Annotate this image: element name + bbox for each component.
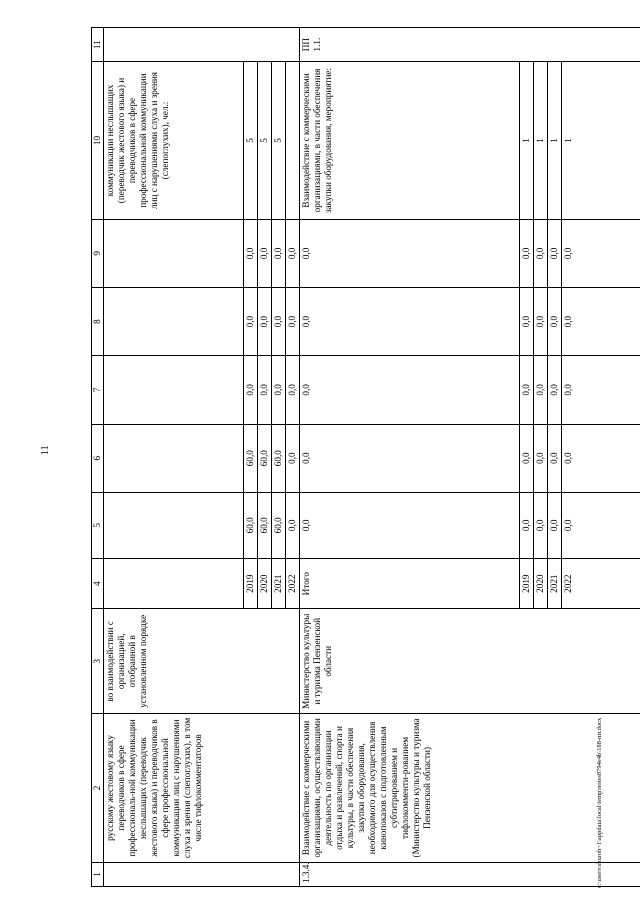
- header-cell: 9: [92, 219, 104, 287]
- page-number: 11: [40, 445, 51, 455]
- value-cell: 60,0: [258, 424, 272, 492]
- value-cell: 0,0: [534, 424, 548, 492]
- value-cell: 60,0: [272, 424, 286, 492]
- header-cell: 3: [92, 609, 104, 714]
- value-cell: 0,0: [286, 287, 300, 355]
- value-cell: 0,0: [534, 356, 548, 424]
- header-cell: 5: [92, 492, 104, 558]
- value-cell: 0,0: [258, 287, 272, 355]
- indicator-cell: Взаимодействие с коммерческими организациями, в части обеспечения закупки оборудования, мероприятие:: [300, 62, 520, 219]
- value-cell: 0,0: [548, 219, 562, 287]
- indicator-value-cell: [286, 62, 300, 219]
- header-cell: 7: [92, 356, 104, 424]
- value-cell: 0,0: [562, 356, 640, 424]
- indicator-cell: коммуникации неслышащих (переводчик жестового языка) и переводчиков в сфере профессиональной коммуникации лиц с нарушениями слуха и зрения (слепоглухих), чел.:: [104, 62, 244, 219]
- value-cell: 0,0: [520, 424, 534, 492]
- year-cell: 2021: [272, 558, 286, 609]
- link-cell: ПП 1.1.: [300, 28, 640, 62]
- value-cell: 0,0: [272, 219, 286, 287]
- value-cell: 0,0: [520, 287, 534, 355]
- table-row: [300, 28, 520, 887]
- header-cell: 8: [92, 287, 104, 355]
- year-cell: 2019: [520, 558, 534, 609]
- value-cell: 0,0: [244, 219, 258, 287]
- link-cell: [104, 28, 300, 62]
- value-cell: 0,0: [244, 356, 258, 424]
- value-cell: 0,0: [300, 424, 520, 492]
- value-cell: 0,0: [548, 356, 562, 424]
- header-cell: 11: [92, 28, 104, 62]
- executor-cell: во взаимодействии с организацией, отобранной в установленном порядке: [104, 609, 300, 714]
- value-cell: 60,0: [244, 424, 258, 492]
- year-cell: 2020: [534, 558, 548, 609]
- value-cell: [104, 492, 244, 558]
- year-cell: 2019: [244, 558, 258, 609]
- value-cell: 0,0: [534, 492, 548, 558]
- value-cell: 0,0: [562, 424, 640, 492]
- value-cell: 0,0: [272, 356, 286, 424]
- value-cell: [104, 219, 244, 287]
- header-cell: 2: [92, 714, 104, 863]
- measure-cell: русскому жестовому языку переводчиков в сфере профессиональ-ной коммуникации неслышащих (переводчик жестового языка) и переводчиков в сфере профессиональной коммуникации лиц с нарушениями слуха и зрения (слепоглухих), в том числе тифлокомментаторов: [104, 714, 300, 863]
- value-cell: 0,0: [300, 287, 520, 355]
- value-cell: 0,0: [286, 356, 300, 424]
- indicator-value-cell: 1: [520, 62, 534, 219]
- value-cell: 0,0: [258, 356, 272, 424]
- value-cell: 60,0: [272, 492, 286, 558]
- row-number-cell: 1.3.4.: [300, 862, 640, 886]
- value-cell: 0,0: [562, 492, 640, 558]
- table-row: [104, 28, 244, 887]
- footer-file-path: c:\users\shuroh~1\appdata\local\temp\notes8794e4b\188-пп.docx: [596, 717, 603, 888]
- indicator-value-cell: 5: [244, 62, 258, 219]
- header-row: [92, 28, 104, 887]
- value-cell: 0,0: [300, 492, 520, 558]
- value-cell: 0,0: [562, 219, 640, 287]
- year-cell: 2022: [286, 558, 300, 609]
- indicator-value-cell: 1: [534, 62, 548, 219]
- executor-cell: Министерство культуры и туризма Пензенской области: [300, 609, 640, 714]
- header-cell: 10: [92, 62, 104, 219]
- row-number-cell: [104, 862, 300, 886]
- value-cell: 0,0: [300, 219, 520, 287]
- year-cell: 2021: [548, 558, 562, 609]
- value-cell: 0,0: [562, 287, 640, 355]
- indicator-value-cell: 5: [258, 62, 272, 219]
- value-cell: 0,0: [548, 492, 562, 558]
- indicator-value-cell: 5: [272, 62, 286, 219]
- rotated-table-area: [91, 27, 615, 887]
- measure-cell: Взаимодействие с коммерческими организациями, осуществляющими деятельность по организации отдыха и развлечений, спорта и культуры, в части обеспечения закупки оборудования, необходимого для осуществления кинопоказов с подготовленным субтитрированием и тифлокомменти-рованием (Министерство культуры и туризма Пензенской области): [300, 714, 640, 863]
- program-table: [91, 27, 640, 887]
- value-cell: 0,0: [300, 356, 520, 424]
- value-cell: 0,0: [258, 219, 272, 287]
- value-cell: 0,0: [520, 219, 534, 287]
- header-cell: 6: [92, 424, 104, 492]
- value-cell: 60,0: [244, 492, 258, 558]
- value-cell: 0,0: [520, 492, 534, 558]
- value-cell: 0,0: [520, 356, 534, 424]
- header-cell: 1: [92, 862, 104, 886]
- year-cell: [104, 558, 244, 609]
- value-cell: 0,0: [286, 424, 300, 492]
- value-cell: 0,0: [272, 287, 286, 355]
- header-cell: 4: [92, 558, 104, 609]
- indicator-value-cell: 1: [562, 62, 640, 219]
- value-cell: 60,0: [258, 492, 272, 558]
- value-cell: 0,0: [534, 219, 548, 287]
- value-cell: 0,0: [244, 287, 258, 355]
- year-cell: 2022: [562, 558, 640, 609]
- year-cell: 2020: [258, 558, 272, 609]
- indicator-value-cell: 1: [548, 62, 562, 219]
- year-cell: Итого: [300, 558, 520, 609]
- value-cell: 0,0: [548, 424, 562, 492]
- value-cell: 0,0: [286, 492, 300, 558]
- value-cell: 0,0: [286, 219, 300, 287]
- value-cell: [104, 356, 244, 424]
- value-cell: [104, 424, 244, 492]
- value-cell: 0,0: [548, 287, 562, 355]
- value-cell: 0,0: [534, 287, 548, 355]
- value-cell: [104, 287, 244, 355]
